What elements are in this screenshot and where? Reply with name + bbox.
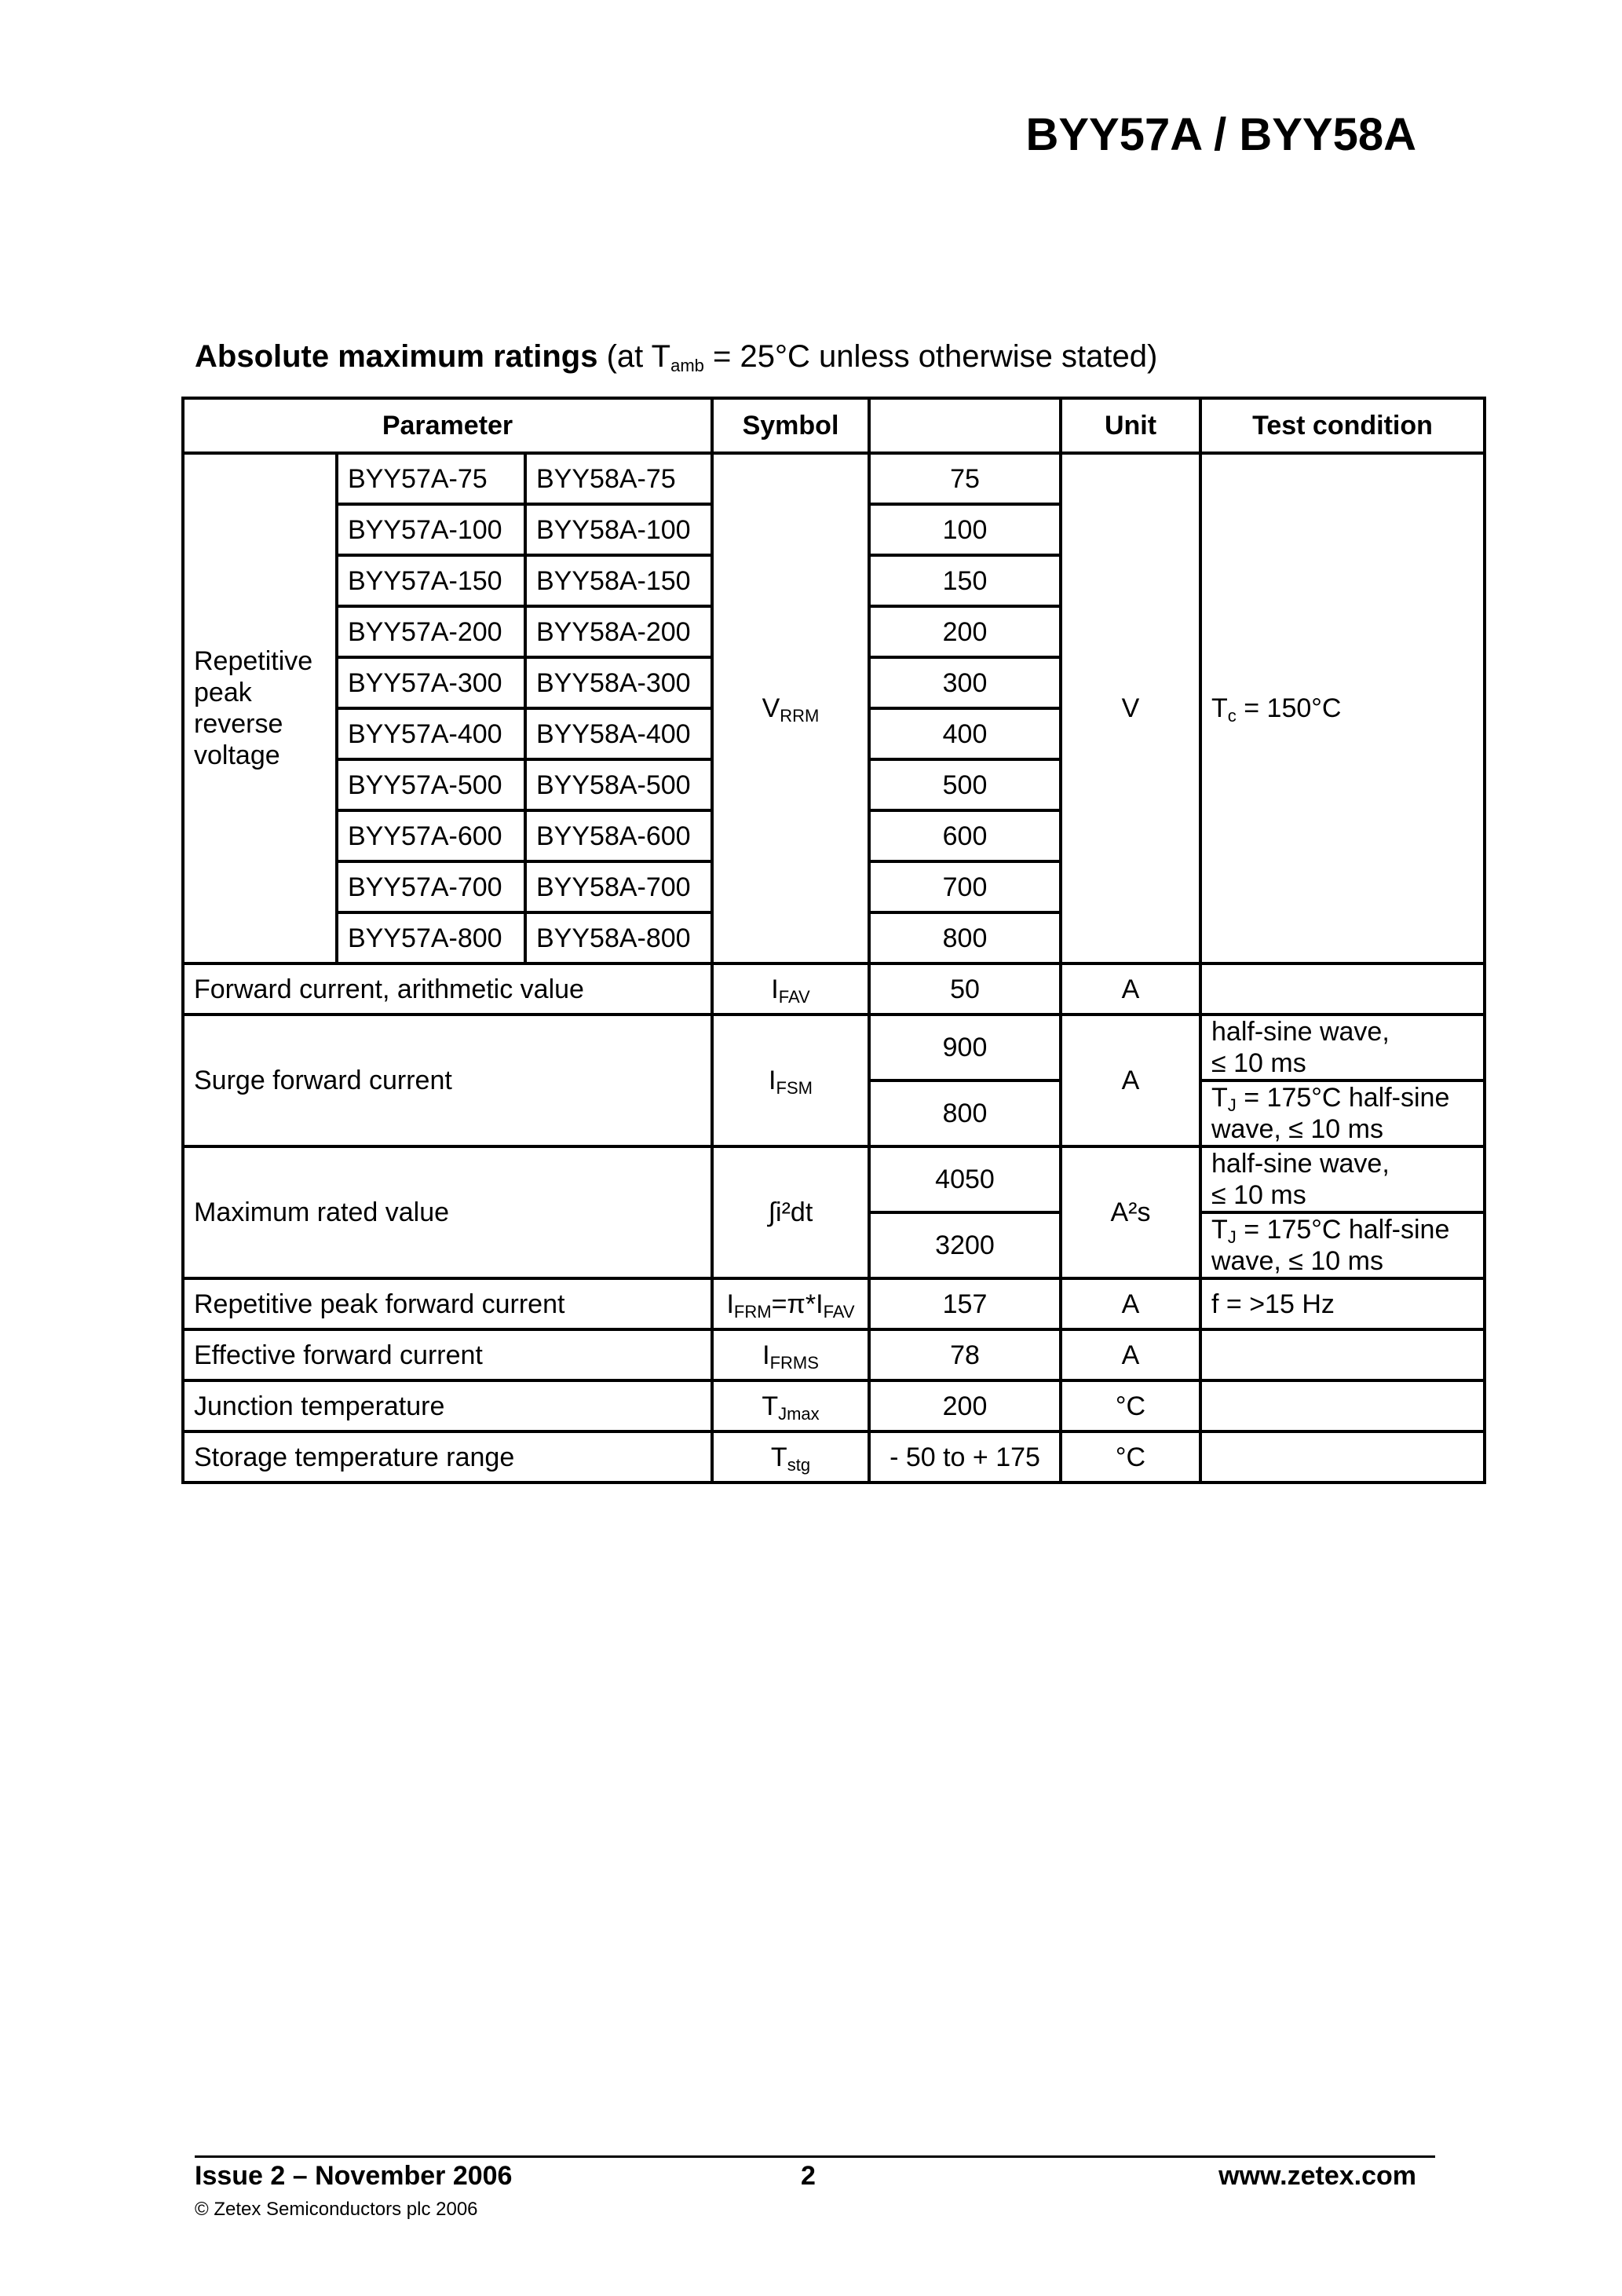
type-a-cell: BYY57A-700 bbox=[337, 861, 525, 912]
ifsm-cond-2-line2: wave, ≤ 10 ms bbox=[1211, 1114, 1383, 1144]
i2t-cond-2-line1-rest: = 175°C half-sine bbox=[1236, 1215, 1450, 1245]
ifsm-cond-1 bbox=[1200, 1015, 1485, 1080]
tstg-symbol bbox=[712, 1431, 869, 1483]
ifsm-cond-2 bbox=[1200, 1080, 1485, 1146]
ifav-unit: A bbox=[1061, 963, 1200, 1015]
section-heading-pre: (at T bbox=[606, 339, 671, 374]
ifrms-unit: A bbox=[1061, 1329, 1200, 1380]
vrrm-cond-rest: = 150°C bbox=[1236, 693, 1342, 723]
i2t-cond-2-line2: wave, ≤ 10 ms bbox=[1211, 1246, 1383, 1276]
section-heading-post: = 25°C unless otherwise stated) bbox=[703, 339, 1158, 374]
tj-symbol-main: T bbox=[762, 1391, 779, 1421]
document-title: BYY57A / BYY58A bbox=[1025, 109, 1416, 160]
ifrms-symbol bbox=[712, 1329, 869, 1380]
value-cell: 150 bbox=[869, 555, 1061, 606]
ifrm-symbol bbox=[712, 1278, 869, 1329]
value-cell: 200 bbox=[869, 606, 1061, 657]
ifrm-symbol-sub2: FAV bbox=[823, 1301, 855, 1322]
i2t-cond-2 bbox=[1200, 1212, 1485, 1278]
ifrms-value: 78 bbox=[869, 1329, 1061, 1380]
i2t-value-1: 4050 bbox=[869, 1146, 1061, 1212]
type-b-cell: BYY58A-400 bbox=[525, 708, 712, 759]
header-parameter: Parameter bbox=[183, 398, 712, 453]
ifrm-unit: A bbox=[1061, 1278, 1200, 1329]
table-row bbox=[183, 1146, 1485, 1212]
type-a-cell: BYY57A-200 bbox=[337, 606, 525, 657]
header-symbol: Symbol bbox=[712, 398, 869, 453]
section-heading-sub: amb bbox=[670, 356, 704, 375]
table-row bbox=[183, 453, 1485, 504]
ifsm-value-1: 900 bbox=[869, 1015, 1061, 1080]
ifav-test-condition bbox=[1200, 963, 1485, 1015]
type-a-cell: BYY57A-100 bbox=[337, 504, 525, 555]
section-heading-bold: Absolute maximum ratings bbox=[195, 339, 598, 374]
i2t-cond-1 bbox=[1200, 1146, 1485, 1212]
value-cell: 700 bbox=[869, 861, 1061, 912]
type-a-cell: BYY57A-150 bbox=[337, 555, 525, 606]
vrrm-test-condition bbox=[1200, 453, 1485, 963]
ifrm-symbol-sub1: FRM bbox=[733, 1301, 772, 1322]
ifsm-cond-2-t: T bbox=[1211, 1083, 1228, 1113]
ifrm-symbol-mid: =π*I bbox=[771, 1289, 824, 1319]
table-row bbox=[183, 963, 1485, 1015]
ifsm-cond-2-line1-rest: = 175°C half-sine bbox=[1236, 1083, 1450, 1113]
ifsm-symbol bbox=[712, 1015, 869, 1146]
vrrm-cond-main: T bbox=[1211, 693, 1228, 723]
footer-divider bbox=[195, 2155, 1435, 2158]
type-b-cell: BYY58A-75 bbox=[525, 453, 712, 504]
ifrms-symbol-main: I bbox=[762, 1340, 770, 1370]
type-a-cell: BYY57A-600 bbox=[337, 810, 525, 861]
tstg-symbol-main: T bbox=[770, 1442, 787, 1472]
header-value bbox=[869, 398, 1061, 453]
ifav-symbol bbox=[712, 963, 869, 1015]
i2t-cond-1-line1: half-sine wave, bbox=[1211, 1149, 1390, 1179]
tstg-test-condition bbox=[1200, 1431, 1485, 1483]
ifsm-cond-1-line2: ≤ 10 ms bbox=[1211, 1048, 1306, 1078]
ifsm-unit: A bbox=[1061, 1015, 1200, 1146]
value-cell: 400 bbox=[869, 708, 1061, 759]
ifsm-symbol-sub: FSM bbox=[776, 1078, 813, 1098]
ifav-symbol-main: I bbox=[771, 974, 779, 1004]
tj-unit: °C bbox=[1061, 1380, 1200, 1431]
i2t-value-2: 3200 bbox=[869, 1212, 1061, 1278]
type-b-cell: BYY58A-600 bbox=[525, 810, 712, 861]
type-a-cell: BYY57A-75 bbox=[337, 453, 525, 504]
footer-url-link[interactable]: www.zetex.com bbox=[1218, 2161, 1416, 2191]
table-row bbox=[183, 1431, 1485, 1483]
i2t-parameter: Maximum rated value bbox=[183, 1146, 712, 1278]
tstg-symbol-sub: stg bbox=[787, 1454, 811, 1475]
type-b-cell: BYY58A-150 bbox=[525, 555, 712, 606]
ifav-symbol-sub: FAV bbox=[778, 986, 810, 1007]
vrrm-symbol-sub: RRM bbox=[780, 706, 820, 726]
i2t-cond-1-line2: ≤ 10 ms bbox=[1211, 1180, 1306, 1210]
tj-value: 200 bbox=[869, 1380, 1061, 1431]
table-header-row bbox=[183, 398, 1485, 453]
ifav-parameter: Forward current, arithmetic value bbox=[183, 963, 712, 1015]
i2t-unit: A²s bbox=[1061, 1146, 1200, 1278]
vrrm-unit: V bbox=[1061, 453, 1200, 963]
ifsm-cond-1-line1: half-sine wave, bbox=[1211, 1017, 1390, 1047]
type-a-cell: BYY57A-300 bbox=[337, 657, 525, 708]
table-row bbox=[183, 1015, 1485, 1080]
tstg-unit: °C bbox=[1061, 1431, 1200, 1483]
table-row bbox=[183, 1329, 1485, 1380]
table-row bbox=[183, 1278, 1485, 1329]
i2t-cond-2-sub: J bbox=[1227, 1227, 1237, 1247]
ifrms-parameter: Effective forward current bbox=[183, 1329, 712, 1380]
value-cell: 300 bbox=[869, 657, 1061, 708]
i2t-cond-2-t: T bbox=[1211, 1215, 1228, 1245]
footer-copyright: © Zetex Semiconductors plc 2006 bbox=[195, 2199, 478, 2220]
ifsm-symbol-main: I bbox=[769, 1066, 776, 1095]
tj-symbol-sub: Jmax bbox=[778, 1403, 820, 1424]
i2t-symbol: ∫i²dt bbox=[712, 1146, 869, 1278]
type-a-cell: BYY57A-500 bbox=[337, 759, 525, 810]
footer-page-number: 2 bbox=[801, 2161, 816, 2191]
section-heading bbox=[195, 339, 1157, 375]
value-cell: 800 bbox=[869, 912, 1061, 963]
tj-symbol bbox=[712, 1380, 869, 1431]
ifrm-test-condition: f = >15 Hz bbox=[1200, 1278, 1485, 1329]
tj-parameter: Junction temperature bbox=[183, 1380, 712, 1431]
ifsm-cond-2-sub: J bbox=[1227, 1095, 1237, 1115]
vrrm-symbol bbox=[712, 453, 869, 963]
vrrm-parameter: Repetitive peak reverse voltage bbox=[183, 453, 337, 963]
ifav-value: 50 bbox=[869, 963, 1061, 1015]
ifrms-symbol-sub: FRMS bbox=[769, 1352, 819, 1373]
ifrm-symbol-main: I bbox=[726, 1289, 734, 1319]
ifsm-value-2: 800 bbox=[869, 1080, 1061, 1146]
tstg-value: - 50 to + 175 bbox=[869, 1431, 1061, 1483]
ifsm-parameter: Surge forward current bbox=[183, 1015, 712, 1146]
value-cell: 500 bbox=[869, 759, 1061, 810]
type-a-cell: BYY57A-400 bbox=[337, 708, 525, 759]
ifrm-parameter: Repetitive peak forward current bbox=[183, 1278, 712, 1329]
ifrms-test-condition bbox=[1200, 1329, 1485, 1380]
type-b-cell: BYY58A-700 bbox=[525, 861, 712, 912]
type-b-cell: BYY58A-200 bbox=[525, 606, 712, 657]
type-b-cell: BYY58A-800 bbox=[525, 912, 712, 963]
type-b-cell: BYY58A-500 bbox=[525, 759, 712, 810]
table-row bbox=[183, 1380, 1485, 1431]
value-cell: 600 bbox=[869, 810, 1061, 861]
type-b-cell: BYY58A-300 bbox=[525, 657, 712, 708]
vrrm-cond-sub: c bbox=[1227, 706, 1237, 726]
ifrm-value: 157 bbox=[869, 1278, 1061, 1329]
value-cell: 100 bbox=[869, 504, 1061, 555]
header-unit: Unit bbox=[1061, 398, 1200, 453]
tstg-parameter: Storage temperature range bbox=[183, 1431, 712, 1483]
type-b-cell: BYY58A-100 bbox=[525, 504, 712, 555]
type-a-cell: BYY57A-800 bbox=[337, 912, 525, 963]
vrrm-symbol-main: V bbox=[762, 693, 780, 723]
header-test-condition: Test condition bbox=[1200, 398, 1485, 453]
ratings-table bbox=[181, 397, 1486, 1484]
footer-issue: Issue 2 – November 2006 bbox=[195, 2161, 513, 2191]
value-cell: 75 bbox=[869, 453, 1061, 504]
tj-test-condition bbox=[1200, 1380, 1485, 1431]
